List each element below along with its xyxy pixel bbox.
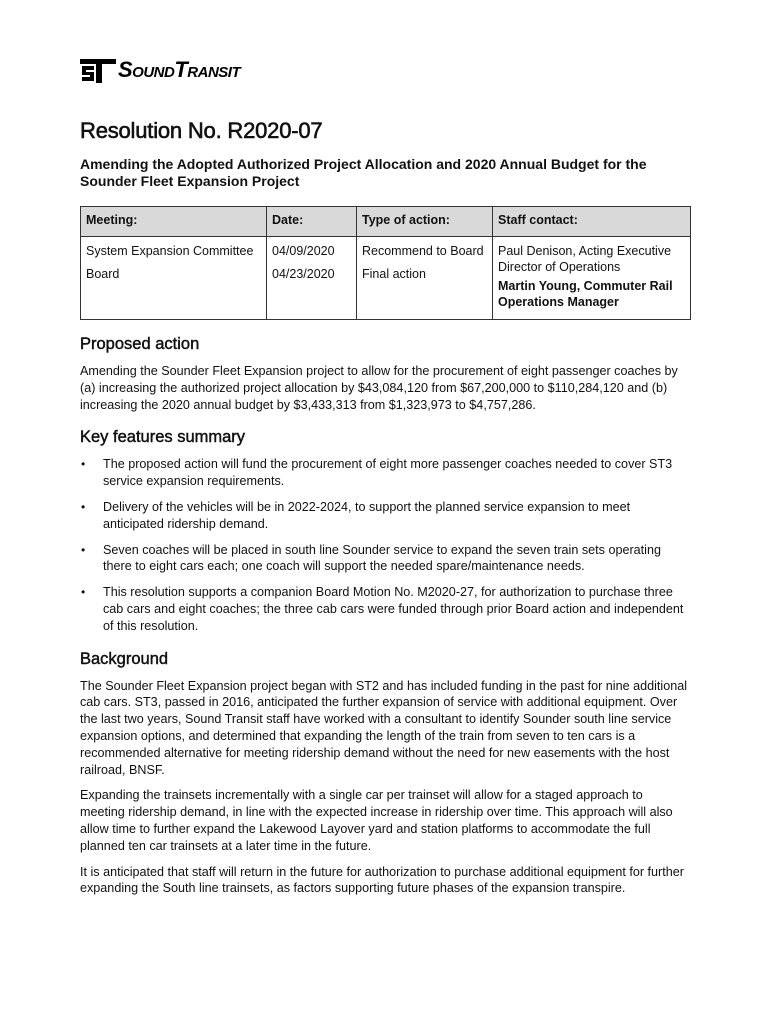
proposed-action-heading: Proposed action: [80, 335, 200, 353]
logo-text-transit: Transit: [174, 57, 241, 82]
sound-transit-logo: [80, 56, 690, 84]
staff-contact-name: Martin Young, Commuter Rail Operations Manager: [498, 279, 673, 309]
resolution-subtitle: Amending the Adopted Authorized Project Allocation and 2020 Annual Budget for the Sounder Fleet Expansion Project: [80, 156, 647, 189]
list-item-text: Seven coaches will be placed in south line Sounder service to expand the seven train sets operating there to eight cars each; one coach will support the needed spare/maintenance needs.: [103, 542, 661, 574]
header-date: Date:: [267, 207, 357, 237]
proposed-action-text: Amending the Sounder Fleet Expansion project to allow for the procurement of eight passenger coaches by (a) increasing the authorized project allocation by $43,084,120 from $67,200,000 to $110,284,120 and (b) increasing the 2020 annual budget by $3,433,313 from $1,323,973 to $4,757,286.: [80, 364, 678, 412]
bullet-icon: •: [81, 457, 86, 472]
date-cell: [267, 237, 357, 320]
meeting-date: 04/23/2020: [272, 267, 335, 281]
list-item: [80, 499, 690, 533]
header-meeting: Meeting:: [81, 207, 267, 237]
list-item: [80, 456, 690, 490]
list-item-text: The proposed action will fund the procurement of eight more passenger coaches needed to cover ST3 service expansion requirements.: [103, 457, 673, 489]
meeting-table-header-row: [81, 207, 691, 237]
staff-contact-name: Paul Denison, Acting Executive Director of Operations: [498, 244, 672, 274]
bullet-icon: •: [81, 585, 86, 600]
staff-contact-cell: [493, 237, 691, 320]
document-page: [80, 56, 690, 906]
list-item: [80, 584, 690, 634]
sound-transit-logo-icon: [80, 57, 116, 83]
background-paragraph: It is anticipated that staff will return in the future for authorization to purchase additional equipment for further expanding the South line trainsets, as factors supporting future phases of the expansion transpire.: [80, 864, 684, 896]
list-item-text: This resolution supports a companion Board Motion No. M2020-27, for authorization to purchase three cab cars and eight coaches; the three cab cars were funded through prior Board action and independent of this resolution.: [103, 585, 684, 633]
meeting-table-row: [81, 237, 691, 320]
header-type-of-action: Type of action:: [357, 207, 493, 237]
bullet-icon: •: [81, 499, 86, 514]
meeting-cell: [81, 237, 267, 320]
resolution-title: Resolution No. R2020-07: [80, 118, 323, 143]
list-item: [80, 542, 690, 576]
background-paragraph: The Sounder Fleet Expansion project began with ST2 and has included funding in the past for nine additional cab cars. ST3, passed in 2016, anticipated the further expansion of service with additional equipment. Over the last two years, Sound Transit staff have worked with a consultant to identify Sounder south line service expansion options, and determined that expanding the length of the train from seven to ten cars is a recommended alternative for meeting ridership demand without the need for new easements with the host railroad, BNSF.: [80, 678, 688, 777]
bullet-icon: •: [81, 542, 86, 557]
key-features-heading: Key features summary: [80, 428, 246, 447]
action-type: Final action: [362, 267, 426, 281]
action-type-cell: [357, 237, 493, 320]
background-paragraph: Expanding the trainsets incrementally with a single car per trainset will allow for a staged approach to meeting ridership demand, in line with the expected increase in ridership over time. This approach will also allow time to further expand the Lakewood Layover yard and station platforms to accommodate the full planned ten car trainsets at a later time in the future.: [80, 788, 673, 853]
key-features-list: [80, 456, 690, 634]
meeting-date: 04/09/2020: [272, 244, 335, 258]
background-heading: Background: [80, 649, 169, 668]
header-staff-contact: Staff contact:: [493, 207, 691, 237]
meeting-table: [80, 206, 691, 320]
list-item-text: Delivery of the vehicles will be in 2022-2024, to support the planned service expansion to meet anticipated ridership demand.: [103, 499, 631, 531]
logo-text-sound: Sound: [118, 57, 175, 82]
meeting-name: System Expansion Committee: [86, 244, 254, 258]
action-type: Recommend to Board: [362, 244, 484, 258]
meeting-name: Board: [86, 267, 120, 281]
